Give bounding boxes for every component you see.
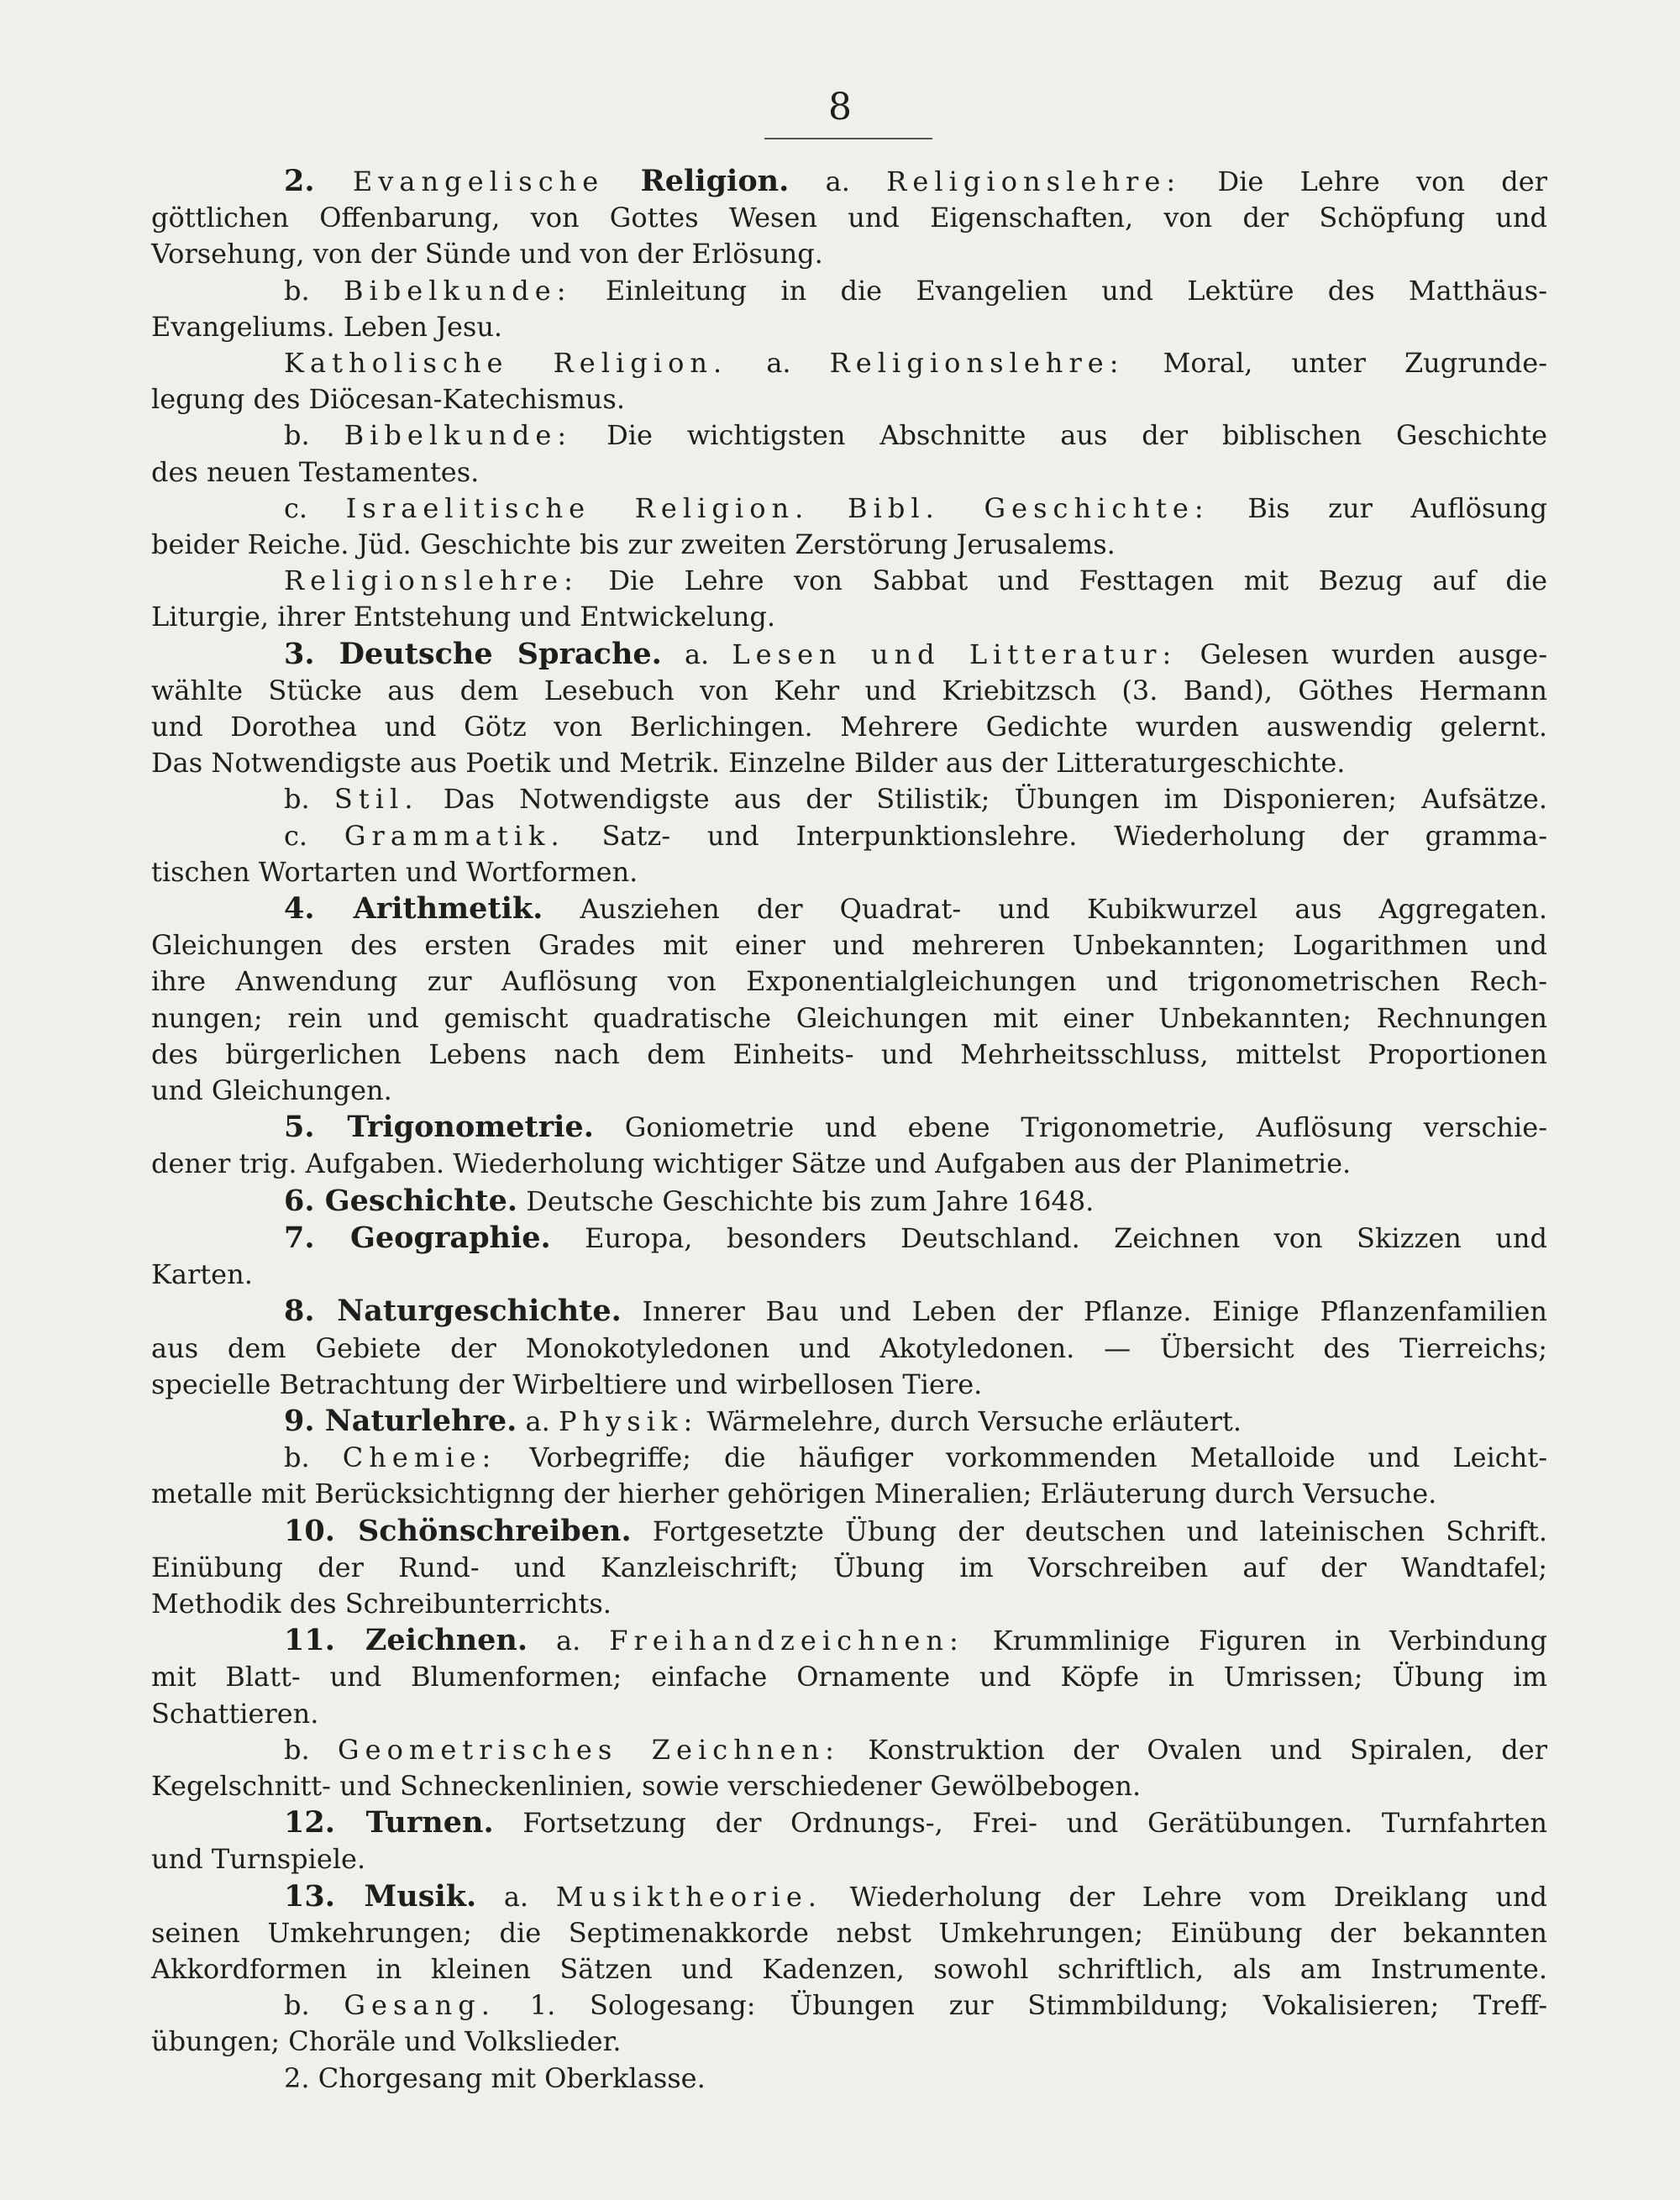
- text-line: [151, 1257, 1547, 1293]
- text-line: [151, 745, 1547, 781]
- line-text: Europa, besonders Deutschland. Zeichnen von Skizzen und: [550, 1221, 1547, 1254]
- line-text: b.: [284, 1733, 339, 1766]
- text-line: [151, 927, 1547, 963]
- text-line: [151, 491, 1547, 527]
- line-text: [809, 492, 848, 524]
- spaced-term: Religionslehre:: [284, 564, 579, 597]
- text-line: [151, 1915, 1547, 1951]
- line-text: des bürgerlichen Lebens nach dem Einheits- und Mehrheitsschluss, mittelst Proportionen: [151, 1037, 1547, 1070]
- text-line: [151, 163, 1547, 200]
- line-text: legung des Diöcesan-Katechismus.: [151, 383, 625, 416]
- text-line: [151, 309, 1547, 345]
- line-text: Die Lehre von der: [1181, 165, 1548, 197]
- line-text: Wärmelehre, durch Versuche erläutert.: [698, 1405, 1242, 1437]
- line-text: dener trig. Aufgaben. Wiederholung wichtiger Sätze und Aufgaben aus der Planimetrie.: [151, 1147, 1352, 1180]
- line-text: Ausziehen der Quadrat- und Kubikwurzel aus Aggregaten.: [543, 893, 1548, 926]
- line-text: Wiederholung der Lehre vom Dreiklang und: [822, 1880, 1548, 1913]
- line-text: Fortgesetzte Übung der deutschen und lateinischen Schrift.: [631, 1515, 1548, 1547]
- line-text: a.: [476, 1880, 556, 1913]
- text-line: [151, 1146, 1547, 1182]
- text-line: [151, 636, 1547, 673]
- line-text: übungen; Choräle und Volkslieder.: [151, 2025, 622, 2058]
- text-line: [151, 563, 1547, 599]
- text-line: [151, 1878, 1547, 1915]
- text-line: [151, 1841, 1547, 1877]
- text-line: [151, 1109, 1547, 1146]
- line-text: göttlichen Offenbarung, von Gottes Wesen und Eigenschaften, von der Schöpfung und: [151, 202, 1547, 234]
- line-text: Satz- und Interpunktionslehre. Wiederholung der gramma-: [564, 819, 1548, 852]
- line-text: wählte Stücke aus dem Lesebuch von Kehr und Kriebitzsch (3. Band), Göthes Hermann: [151, 674, 1547, 706]
- line-text: seinen Umkehrungen; die Septimenakkorde nebst Umkehrungen; Einübung der bekannten: [151, 1916, 1547, 1949]
- spaced-term: Gesang.: [344, 1989, 496, 2022]
- section-heading: 3. Deutsche Sprache.: [284, 636, 662, 671]
- line-text: nungen; rein und gemischt quadratische Gleichungen mit einer Unbekannten; Rechnungen: [151, 1001, 1547, 1034]
- spaced-term: Religionslehre:: [829, 347, 1125, 380]
- line-text: beider Reiche. Jüd. Geschichte bis zur zweiten Zerstörung Jerusalems.: [151, 528, 1116, 561]
- line-text: a.: [661, 638, 732, 670]
- section-heading: 2.: [284, 164, 353, 198]
- spaced-term: Geometrisches Zeichnen:: [338, 1733, 840, 1766]
- text-line: [151, 345, 1547, 381]
- spaced-term: Bibelkunde:: [343, 274, 572, 307]
- text-line: [151, 1073, 1547, 1109]
- line-text: specielle Betrachtung der Wirbeltiere und wirbellosen Tiere.: [151, 1368, 983, 1400]
- text-line: [151, 854, 1547, 890]
- line-text: b.: [284, 1989, 344, 2022]
- text-line: [151, 1951, 1547, 1987]
- line-text: Deutsche Geschichte bis zum Jahre 1648.: [517, 1184, 1095, 1217]
- line-text: Goniometrie und ebene Trigonometrie, Auflösung verschie-: [593, 1111, 1547, 1144]
- spaced-term: Musiktheorie.: [555, 1880, 823, 1913]
- section-heading: 5. Trigonometrie.: [284, 1110, 594, 1145]
- line-text: Akkordformen in kleinen Sätzen und Kadenzen, sowohl schriftlich, als am Instrumente.: [151, 1952, 1547, 1985]
- section-heading: 9. Naturlehre.: [284, 1403, 517, 1438]
- line-text: Bis zur Auflösung: [1209, 491, 1547, 524]
- spaced-term: Israelitische Religion.: [345, 491, 810, 524]
- line-text: Vorsehung, von der Sünde und von der Erlösung.: [151, 238, 823, 270]
- line-text: 2. Chorgesang mit Oberklasse.: [284, 2061, 706, 2094]
- line-text: Einübung der Rund- und Kanzleischrift; Übung im Vorschreiben auf der Wandtafel;: [151, 1551, 1547, 1583]
- text-line: [151, 1622, 1547, 1659]
- section-heading: 7. Geographie.: [284, 1220, 551, 1255]
- line-text: Das Notwendigste aus Poetik und Metrik. Einzelne Bilder aus der Litteraturgeschichte.: [151, 747, 1346, 780]
- spaced-term: Bibelkunde:: [344, 419, 573, 452]
- line-text: b.: [284, 419, 344, 452]
- text-line: [151, 200, 1547, 236]
- line-text: b.: [284, 783, 334, 816]
- line-text: a.: [528, 1625, 610, 1657]
- line-text: des neuen Testamentes.: [151, 455, 480, 488]
- text-line: [151, 1696, 1547, 1732]
- line-text: Fortsetzung der Ordnungs-, Frei- und Gerätübungen. Turnfahrten: [493, 1807, 1547, 1840]
- section-heading: Religion.: [640, 164, 790, 198]
- line-text: Evangeliums. Leben Jesu.: [151, 310, 503, 343]
- text-line: [151, 709, 1547, 745]
- text-line: [151, 2061, 1547, 2097]
- spaced-term: Grammatik.: [344, 819, 565, 852]
- spaced-term: Religionslehre:: [886, 165, 1182, 197]
- line-text: Schattieren.: [151, 1697, 319, 1730]
- text-line: [151, 1768, 1547, 1804]
- line-text: Die Lehre von Sabbat und Festtagen mit Bezug auf die: [578, 564, 1547, 597]
- section-heading: 13. Musik.: [284, 1878, 477, 1914]
- text-line: [151, 1037, 1547, 1073]
- text-line: [151, 417, 1547, 454]
- line-text: und Dorothea und Götz von Berlichingen. Mehrere Gedichte wurden auswendig gelernt.: [151, 711, 1547, 743]
- line-text: und Gleichungen.: [151, 1074, 392, 1107]
- spaced-term: Bibl. Geschichte:: [847, 491, 1210, 524]
- line-text: Konstruktion der Ovalen und Spiralen, der: [839, 1733, 1548, 1766]
- text-line: [151, 1440, 1547, 1476]
- text-line: [151, 1550, 1547, 1586]
- line-text: aus dem Gebiete der Monokotyledonen und Akotyledonen. — Übersicht des Tierreichs;: [151, 1331, 1547, 1364]
- line-text: Moral, unter Zugrunde-: [1124, 347, 1548, 380]
- spaced-term: Stil.: [333, 783, 419, 816]
- text-line: [151, 1183, 1547, 1220]
- section-heading: 6. Geschichte.: [284, 1183, 518, 1218]
- header-rule: [764, 138, 932, 139]
- text-line: [151, 1476, 1547, 1512]
- text-line: [151, 1586, 1547, 1622]
- spaced-term: Chemie:: [342, 1441, 497, 1474]
- line-text: Das Notwendigste aus der Stilistik; Übungen im Disponieren; Aufsätze.: [418, 783, 1548, 816]
- text-line: [151, 673, 1547, 709]
- line-text: Die wichtigsten Abschnitte aus der biblischen Geschichte: [572, 419, 1548, 452]
- line-text: c.: [284, 491, 346, 524]
- text-line: [151, 1000, 1547, 1037]
- line-text: [604, 165, 640, 197]
- line-text: Methodik des Schreibunterrichts.: [151, 1587, 612, 1620]
- page-number: 8: [828, 86, 852, 129]
- line-text: c.: [284, 819, 344, 852]
- text-line: [151, 527, 1547, 563]
- line-text: Innerer Bau und Leben der Pflanze. Einige Pflanzenfamilien: [621, 1295, 1547, 1328]
- text-line: [151, 1732, 1547, 1768]
- text-line: [151, 1987, 1547, 2024]
- section-heading: 8. Naturgeschichte.: [284, 1294, 622, 1329]
- text-line: [151, 1367, 1547, 1403]
- section-heading: 11. Zeichnen.: [284, 1623, 528, 1658]
- line-text: Krummlinige Figuren in Verbindung: [963, 1625, 1548, 1657]
- line-text: b.: [284, 274, 344, 307]
- line-text: Vorbegriffe; die häufiger vorkommenden Metalloide und Leicht-: [496, 1441, 1548, 1474]
- spaced-term: Freihandzeichnen:: [609, 1625, 964, 1657]
- section-heading: 12. Turnen.: [284, 1805, 494, 1840]
- line-text: metalle mit Berücksichtignng der hierher gehörigen Mineralien; Erläuterung durch Versuche.: [151, 1478, 1437, 1510]
- text-line: [151, 1293, 1547, 1330]
- text-line: [151, 818, 1547, 854]
- line-text: a.: [727, 347, 830, 380]
- spaced-term: Katholische Religion.: [284, 347, 728, 380]
- text-line: [151, 890, 1547, 927]
- line-text: Einleitung in die Evangelien und Lektüre des Matthäus-: [571, 274, 1548, 307]
- line-text: tischen Wortarten und Wortformen.: [151, 855, 638, 888]
- body-text: [151, 163, 1547, 2097]
- text-line: [151, 599, 1547, 635]
- line-text: b.: [284, 1441, 343, 1474]
- text-line: [151, 273, 1547, 309]
- line-text: Liturgie, ihrer Entstehung und Entwickelung.: [151, 601, 776, 633]
- text-line: [151, 963, 1547, 1000]
- text-line: [151, 1513, 1547, 1550]
- text-line: [151, 236, 1547, 272]
- line-text: Gelesen wurden ausge-: [1177, 638, 1548, 670]
- spaced-term: Physik:: [558, 1405, 699, 1437]
- text-line: [151, 1804, 1547, 1841]
- line-text: ihre Anwendung zur Auflösung von Exponentialgleichungen und trigonometrischen Rech-: [151, 965, 1547, 998]
- section-heading: 10. Schönschreiben.: [284, 1513, 632, 1548]
- line-text: 1. Sologesang: Übungen zur Stimmbildung; Vokalisieren; Treff-: [495, 1989, 1548, 2022]
- line-text: a.: [517, 1405, 559, 1437]
- line-text: Gleichungen des ersten Grades mit einer und mehreren Unbekannten; Logarithmen und: [151, 929, 1547, 962]
- spaced-term: Lesen und Litteratur:: [732, 638, 1178, 670]
- text-line: [151, 1659, 1547, 1695]
- text-line: [151, 1220, 1547, 1257]
- text-line: [151, 454, 1547, 491]
- line-text: mit Blatt- und Blumenformen; einfache Ornamente und Köpfe in Umrissen; Übung im: [151, 1661, 1547, 1693]
- line-text: Karten.: [151, 1258, 253, 1291]
- line-text: a.: [789, 165, 887, 197]
- text-line: [151, 1403, 1547, 1440]
- text-line: [151, 1331, 1547, 1367]
- spaced-term: Evangelische: [352, 165, 605, 197]
- line-text: und Turnspiele.: [151, 1843, 366, 1876]
- section-heading: 4. Arithmetik.: [284, 891, 543, 927]
- text-line: [151, 781, 1547, 817]
- text-line: [151, 381, 1547, 417]
- line-text: Kegelschnitt- und Schneckenlinien, sowie verschiedener Gewölbebogen.: [151, 1769, 1142, 1802]
- text-line: [151, 2024, 1547, 2060]
